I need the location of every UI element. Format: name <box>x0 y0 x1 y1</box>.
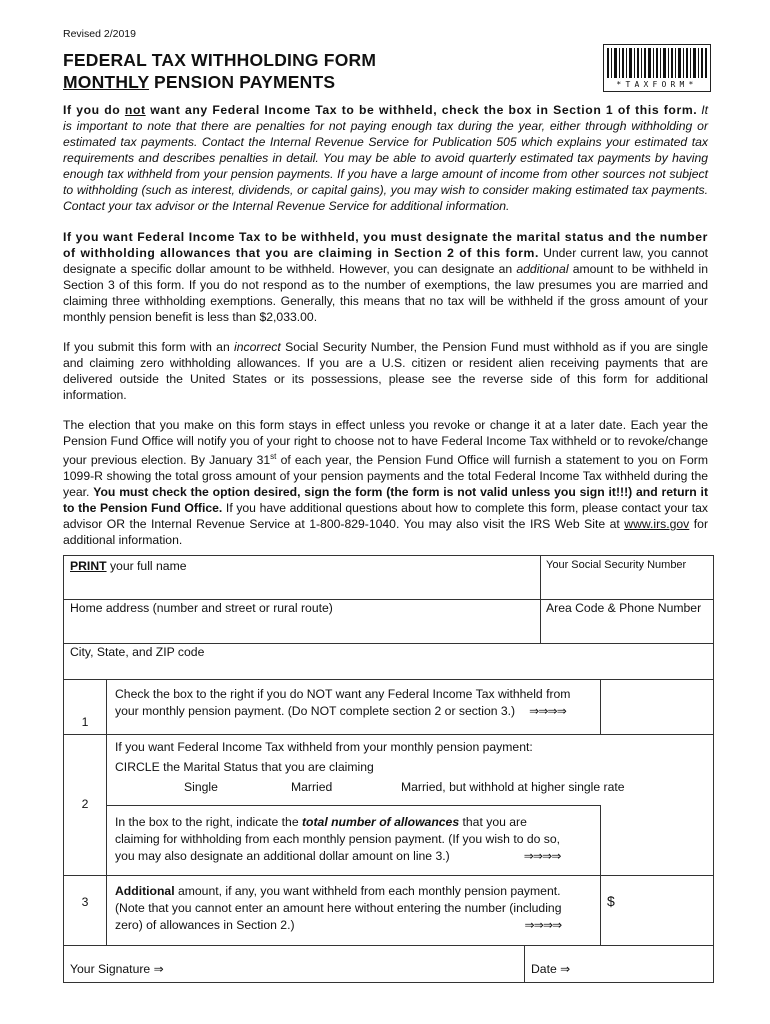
marital-status-single[interactable]: Single <box>184 780 218 794</box>
title-line-1: FEDERAL TAX WITHHOLDING FORM <box>63 50 377 70</box>
barcode-caption: *TAXFORM* <box>616 80 698 89</box>
p3-incorrect: incorrect <box>234 340 281 354</box>
marital-status-married-higher-rate[interactable]: Married, but withhold at higher single rate <box>401 780 625 794</box>
section-3-l3: zero) of allowances in Section 2.) <box>115 918 295 932</box>
barcode-bars-icon <box>604 45 710 79</box>
p4-c: If you have additional questions about how to complete this form, please contact your tax advisor OR the Internal Revenue Service at 1-800-829-1040. You may also visit the IRS Web Site at <box>63 501 708 532</box>
intro-paragraph-withholding <box>63 229 708 325</box>
section-3-line1 <box>115 883 561 899</box>
section-2-number: 2 <box>81 797 89 811</box>
intro-paragraph-ssn <box>63 339 708 403</box>
intro-paragraph-election <box>63 417 708 548</box>
arrow-right-icon: ⇒⇒⇒⇒ <box>529 704 566 718</box>
section-2-circle-instruction: CIRCLE the Marital Status that you are claiming <box>115 760 374 774</box>
p4-bold: You must check the option desired, sign the form (the form is not valid unless you sign it!!!) and return it to the Pension Fund Office. <box>63 485 709 516</box>
allow-b: that you are <box>459 815 527 829</box>
allow-bold: total number of allowances <box>302 815 460 829</box>
allow-l3: you may also designate an additional dollar amount on line 3.) <box>115 849 450 863</box>
rule <box>524 945 525 983</box>
arrow-right-icon: ⇒⇒⇒⇒ <box>523 849 561 863</box>
title-line-2 <box>63 71 376 93</box>
allow-a: In the box to the right, indicate the <box>115 815 302 829</box>
withholding-form-table <box>63 555 714 983</box>
section-2-allowances-line1 <box>115 814 527 830</box>
full-name-field[interactable] <box>70 558 187 574</box>
title-pension-payments: PENSION PAYMENTS <box>149 72 336 92</box>
section-1-text-line1: Check the box to the right if you do NOT want any Federal Income Tax withheld from <box>115 687 571 701</box>
p1-lead-a: If you do <box>63 103 125 117</box>
date-field[interactable]: Date ⇒ <box>531 962 571 976</box>
rule <box>64 875 713 876</box>
phone-field[interactable]: Area Code & Phone Number <box>546 601 702 615</box>
section-3-number: 3 <box>81 895 89 909</box>
allowances-input-box[interactable] <box>601 806 714 875</box>
section-2-intro: If you want Federal Income Tax withheld from your monthly pension payment: <box>115 740 533 754</box>
irs-website-link[interactable]: www.irs.gov <box>624 517 690 532</box>
intro-paragraph-no-withholding <box>63 102 708 214</box>
p4-a: The election that you make on this form stays in effect unless you revoke or change it at a later date. Each year the Pension Fund Office will notify you of your right to choose not to have Federal Income Tax withheld or to revoke/change your previous election. By January 31 <box>63 418 708 468</box>
p4-b: of each year, the Pension Fund Office will furnish a statement to you on Form 1099-R showing the total gross amount of your pension payments and the total Federal Income Tax withheld during the year. <box>63 453 708 500</box>
name-rest: your full name <box>106 559 187 573</box>
p2-additional: additional <box>516 262 569 276</box>
section-3-additional: Additional <box>115 884 175 898</box>
p1-lead-b: want any Federal Income Tax to be withheld, check the box in Section 1 of this form. <box>145 103 698 117</box>
section-1-text-line2 <box>115 703 566 719</box>
p2-body-a: Under current law, you cannot designate a specific dollar amount to be withheld. However, you can designate an <box>63 246 708 276</box>
section-3-line3 <box>115 917 561 933</box>
barcode <box>603 44 711 92</box>
p1-body: It is important to note that there are penalties for not paying enough tax during the year, either through withholding or estimated tax payments. Contact the Internal Revenue Service for Publication 505 which explains your estimated tax requirements and describes penalties in detail. You may be able to avoid quarterly estimated tax payments by having enough tax withheld from your pension payments. If you have a large amount of income from other sources not subject to withholding (such as interest, dividends, or capital gains), you may wish to consider making estimated tax payments. Contact your tax advisor or the Internal Revenue Service for additional information. <box>63 103 708 213</box>
section-2-allowances-line2: claiming for withholding from each monthly pension payment. (If you wish to do so, <box>115 832 561 846</box>
form-title <box>63 49 376 93</box>
rule <box>64 734 713 735</box>
p4-d: for additional information. <box>63 517 708 548</box>
rule <box>64 945 713 946</box>
section-1-l2: your monthly pension payment. (Do NOT complete section 2 or section 3.) <box>115 704 516 718</box>
p3-b: Social Security Number, the Pension Fund must withhold as if you are single and claiming zero withholding allowances. If you are a U.S. citizen or resident alien receiving payments that are delivered outside the United States or its possessions, please see the reverse side of this form for additional information. <box>63 340 709 402</box>
arrow-right-icon: ⇒⇒⇒⇒ <box>524 918 562 932</box>
rule <box>106 679 107 945</box>
additional-amount-field[interactable]: $ <box>607 893 615 909</box>
section-1-number: 1 <box>81 715 89 729</box>
rule <box>540 556 541 643</box>
marital-status-married[interactable]: Married <box>291 780 333 794</box>
p3-a: If you submit this form with an <box>63 340 235 354</box>
name-print: PRINT <box>70 559 107 573</box>
section-3-line2: (Note that you cannot enter an amount here without entering the number (including <box>115 901 562 915</box>
ssn-field[interactable]: Your Social Security Number <box>546 559 687 571</box>
signature-field[interactable]: Your Signature ⇒ <box>70 962 164 976</box>
rule <box>106 805 600 806</box>
no-withholding-checkbox[interactable] <box>601 680 714 734</box>
p2-lead: If you want Federal Income Tax to be withheld, you must designate the marital status and the number of withholding allowances that you are claiming in Section 2 of this form. <box>63 230 708 260</box>
city-state-zip-field[interactable]: City, State, and ZIP code <box>70 645 205 659</box>
p1-lead-not: not <box>124 103 146 117</box>
p4-sup: st <box>270 452 277 461</box>
title-monthly: MONTHLY <box>63 72 149 92</box>
revision-date: Revised 2/2019 <box>63 28 136 40</box>
section-3-l1-rest: amount, if any, you want withheld from each monthly pension payment. <box>174 884 561 898</box>
section-2-allowances-line3 <box>115 848 561 864</box>
home-address-field[interactable]: Home address (number and street or rural route) <box>70 601 333 615</box>
p2-body-b: amount to be withheld in Section 3 of this form. If you do not respond as to the number of exemptions, the law presumes you are married and claiming three withholding exemptions. Generally, this means that no tax will be withheld if the gross amount of your monthly pension benefit is less than $2,033.00. <box>63 262 708 324</box>
